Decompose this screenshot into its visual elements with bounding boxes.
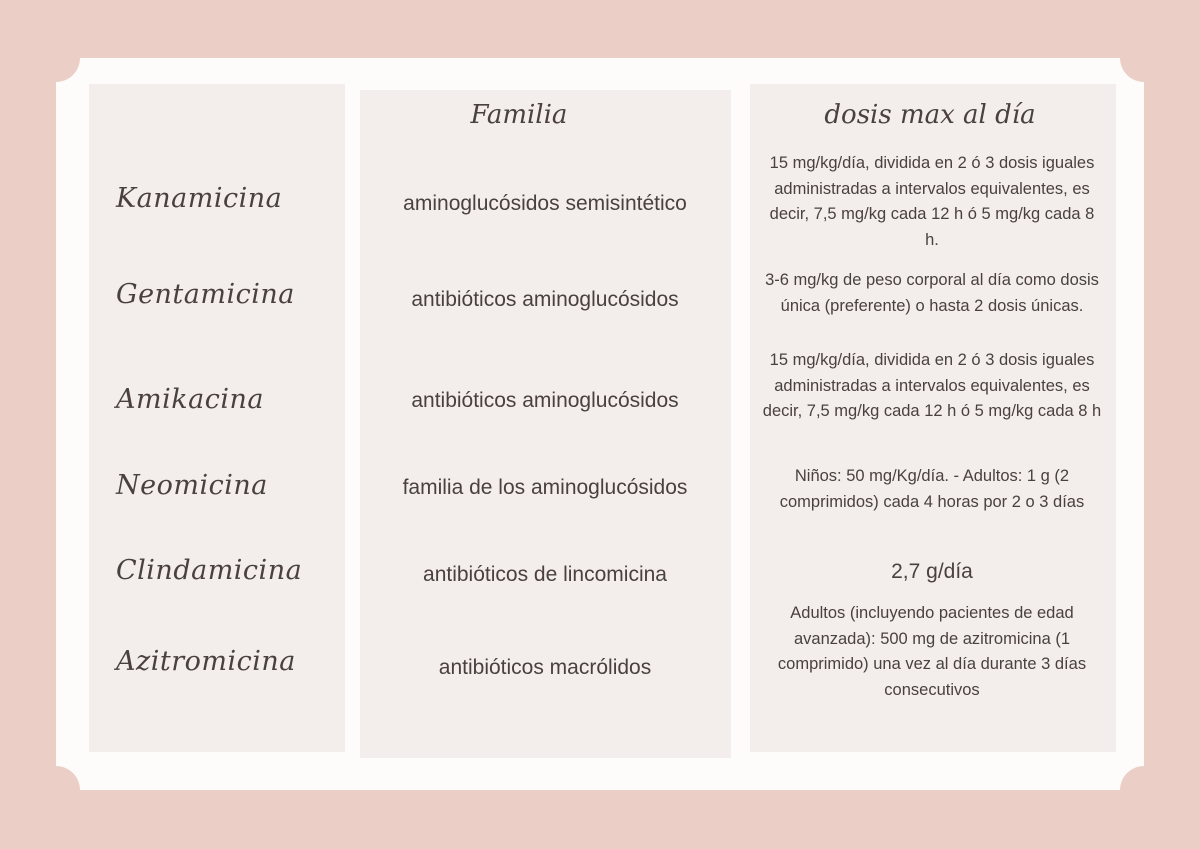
corner-notch	[1120, 34, 1168, 82]
drug-dose: 15 mg/kg/día, dividida en 2 ó 3 dosis iguales administradas a intervalos equivalentes, es decir, 7,5 mg/kg cada 12 h ó 5 mg/kg cada 8 h.	[769, 154, 1095, 249]
drug-name: Clindamicina	[116, 555, 303, 586]
drug-family: antibióticos aminoglucósidos	[411, 389, 679, 412]
drug-name: Kanamicina	[116, 183, 283, 214]
drug-name: Amikacina	[116, 384, 264, 415]
drug-family: antibióticos de lincomicina	[423, 563, 667, 586]
drug-name: Gentamicina	[116, 279, 295, 310]
corner-notch	[32, 34, 80, 82]
drug-family: antibióticos aminoglucósidos	[411, 288, 679, 311]
drug-family: antibióticos macrólidos	[438, 656, 652, 679]
drug-dose: Niños: 50 mg/Kg/día. - Adultos: 1 g (2 comprimidos) cada 4 horas por 2 o 3 días	[779, 467, 1085, 511]
corner-notch	[1120, 766, 1168, 814]
family-header: Familia	[470, 100, 568, 130]
drug-family: familia de los aminoglucósidos	[402, 476, 688, 499]
drug-name: Neomicina	[116, 470, 268, 501]
drug-name: Azitromicina	[116, 646, 296, 677]
drug-family: aminoglucósidos semisintético	[403, 192, 687, 215]
corner-notch	[32, 766, 80, 814]
dose-header: dosis max al día	[824, 100, 1036, 130]
drug-dose: 3-6 mg/kg de peso corporal al día como dosis única (preferente) o hasta 2 dosis únicas.	[765, 271, 1099, 315]
drug-dose: 15 mg/kg/día, dividida en 2 ó 3 dosis iguales administradas a intervalos equivalentes, es decir, 7,5 mg/kg cada 12 h ó 5 mg/kg cada 8 h	[762, 351, 1102, 420]
drug-dose: 2,7 g/día	[891, 560, 973, 583]
drug-dose: Adultos (incluyendo pacientes de edad avanzada): 500 mg de azitromicina (1 comprimido) una vez al día durante 3 días consecutivos	[777, 604, 1087, 699]
